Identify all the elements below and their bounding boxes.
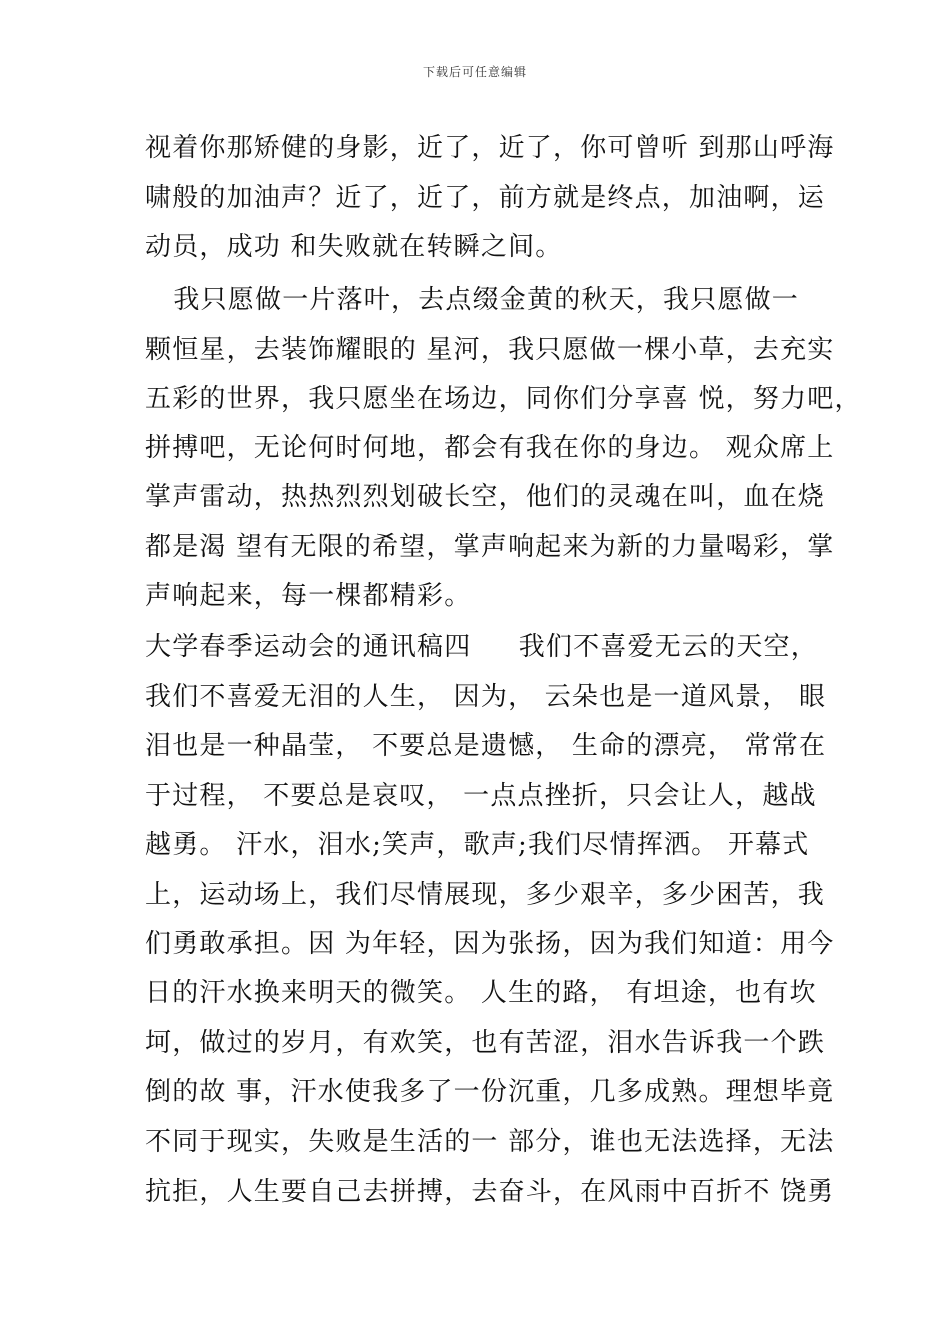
text-line: 拼搏吧，无论何时何地，都会有我在你的身边。 观众席上	[145, 433, 835, 463]
text-line: 动员，成功 和失败就在转瞬之间。	[145, 232, 563, 262]
text-line: 声响起来，每一棵都精彩。	[145, 581, 472, 611]
text-line: 倒的故 事，汗水使我多了一份沉重，几多成熟。理想毕竟	[145, 1077, 835, 1107]
text-line: 泪也是一种晶莹， 不要总是遗憾， 生命的漂亮， 常常在	[145, 731, 827, 761]
text-line: 五彩的世界，我只愿坐在场边，同你们分享喜 悦，努力吧，	[145, 384, 862, 414]
text-line: 于过程， 不要总是哀叹， 一点点挫折，只会让人，越战	[145, 781, 817, 811]
text-line: 视着你那矫健的身影，近了，近了，你可曾听 到那山呼海	[145, 133, 835, 163]
text-line: 都是渴 望有无限的希望，掌声响起来为新的力量喝彩，掌	[145, 532, 835, 562]
text-line: 啸般的加油声？近了，近了，前方就是终点，加油啊，运	[145, 183, 826, 213]
text-line: 掌声雷动，热热烈烈划破长空，他们的灵魂在叫，血在烧	[145, 482, 826, 512]
text-line: 我只愿做一片落叶，去点缀金黄的秋天，我只愿做一	[145, 285, 799, 315]
text-line: 们勇敢承担。因 为年轻，因为张扬，因为我们知道：用今	[145, 929, 835, 959]
section-heading-line: 大学春季运动会的通讯稿四 我们不喜爱无云的天空，	[145, 632, 818, 662]
text-line: 上，运动场上，我们尽情展现，多少艰辛，多少困苦，我	[145, 880, 826, 910]
page-header: 下载后可任意编辑	[422, 65, 527, 79]
text-line: 日的汗水换来明天的微笑。 人生的路， 有坦途，也有坎	[145, 978, 817, 1008]
text-line: 抗拒，人生要自己去拼搏，去奋斗，在风雨中百折不 饶勇	[145, 1177, 835, 1207]
text-line: 我们不喜爱无泪的人生， 因为， 云朵也是一道风景， 眼	[145, 682, 827, 712]
text-line: 不同于现实，失败是生活的一 部分，谁也无法选择，无法	[145, 1127, 835, 1157]
text-line: 颗恒星，去装饰耀眼的 星河，我只愿做一棵小草，去充实	[145, 335, 835, 365]
text-line: 坷，做过的岁月，有欢笑，也有苦涩，泪水告诉我一个跌	[145, 1028, 826, 1058]
text-line: 越勇。 汗水，泪水;笑声，歌声;我们尽情挥洒。 开幕式	[145, 830, 810, 860]
